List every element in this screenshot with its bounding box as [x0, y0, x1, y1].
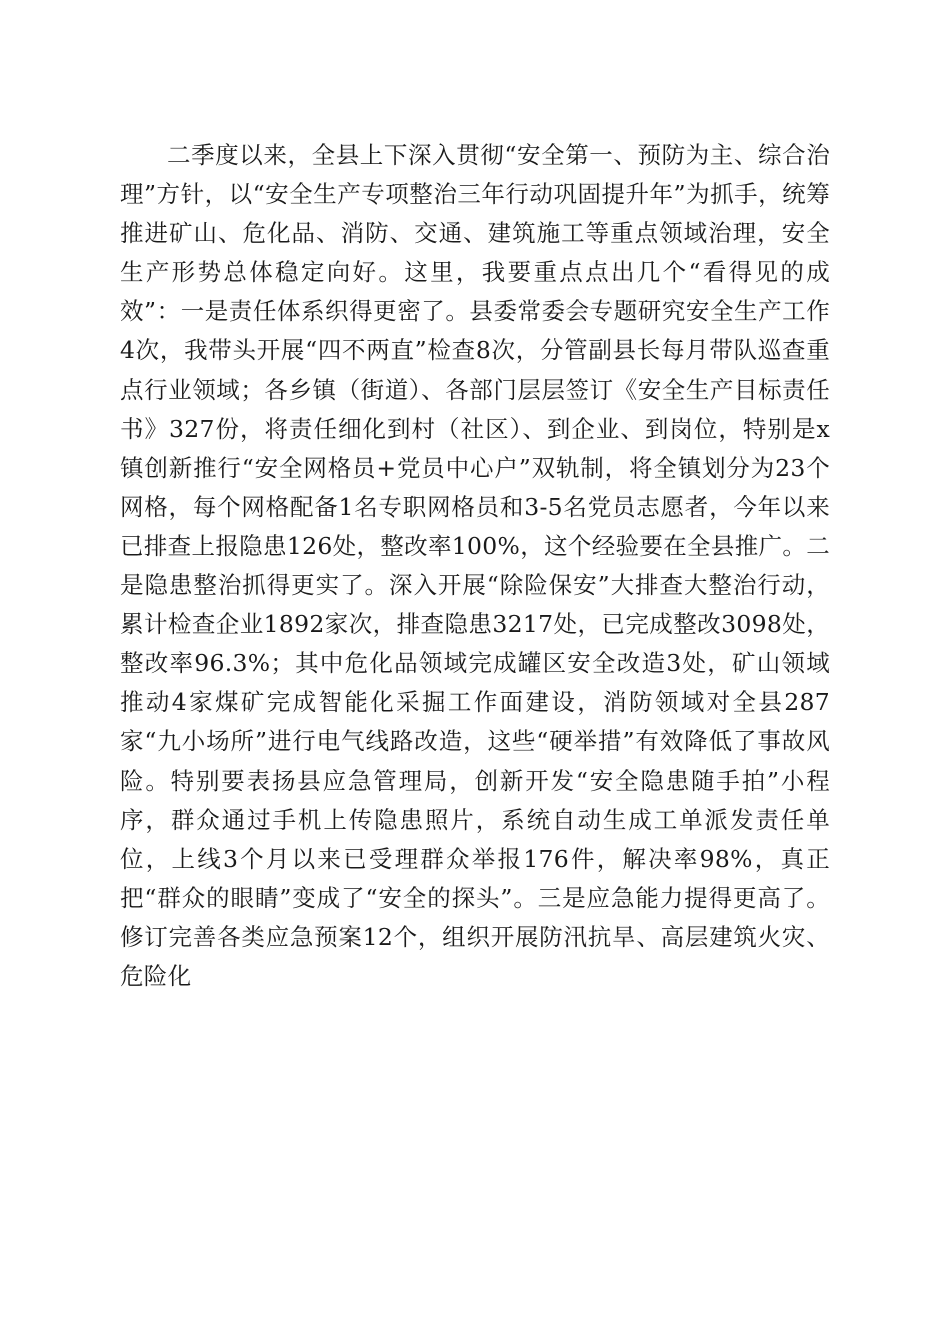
body-paragraph: 二季度以来，全县上下深入贯彻“安全第一、预防为主、综合治理”方针，以“安全生产专项整治三年行动巩固提升年”为抓手，统筹推进矿山、危化品、消防、交通、建筑施工等重点领域治理，安全生产形势总体稳定向好。这里，我要重点点出几个“看得见的成效”：一是责任体系织得更密了。县委常委会专题研究安全生产工作4次，我带头开展“四不两直”检查8次，分管副县长每月带队巡查重点行业领域；各乡镇（街道）、各部门层层签订《安全生产目标责任书》327份，将责任细化到村（社区）、到企业、到岗位，特别是x镇创新推行“安全网格员+党员中心户”双轨制，将全镇划分为23个网格，每个网格配备1名专职网格员和3-5名党员志愿者，今年以来已排查上报隐患126处，整改率100%，这个经验要在全县推广。二是隐患整治抓得更实了。深入开展“除险保安”大排查大整治行动，累计检查企业1892家次，排查隐患3217处，已完成整改3098处，整改率96.3%；其中危化品领域完成罐区安全改造3处，矿山领域推动4家煤矿完成智能化采掘工作面建设，消防领域对全县287家“九小场所”进行电气线路改造，这些“硬举措”有效降低了事故风险。特别要表扬县应急管理局，创新开发“安全隐患随手拍”小程序，群众通过手机上传隐患照片，系统自动生成工单派发责任单位，上线3个月以来已受理群众举报176件，解决率98%，真正把“群众的眼睛”变成了“安全的探头”。三是应急能力提得更高了。修订完善各类应急预案12个，组织开展防汛抗旱、高层建筑火灾、危险化 [120, 141, 830, 990]
